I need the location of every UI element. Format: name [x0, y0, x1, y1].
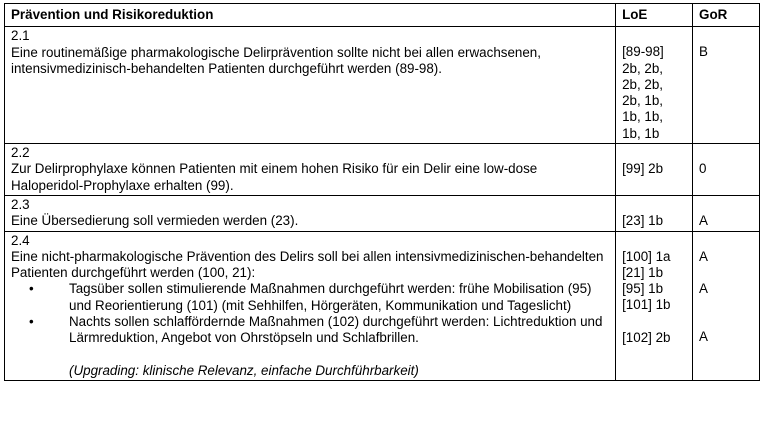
loe-cell — [616, 231, 693, 380]
loe-line: [95] 1b — [622, 281, 664, 297]
header-gor: GoR — [693, 4, 760, 27]
loe-line: [101] 1b — [622, 297, 671, 313]
loe-line: [23] 1b — [622, 212, 664, 228]
recommendation-number: 2.2 — [11, 145, 30, 161]
recommendation-cell — [5, 195, 616, 231]
list-item: • Nachts sollen schlaffördernde Maßnahmen (102) durchgeführt werden: Lichtreduktion und Lärmreduktion, Angebot von Ohrstöpseln und Schlafbrillen. — [29, 314, 603, 346]
loe-line: [99] 2b — [622, 161, 664, 177]
loe-line: 2b, 1b, — [622, 93, 664, 109]
table-row — [5, 144, 760, 196]
recommendation-table — [4, 3, 760, 381]
gor-cell — [693, 195, 760, 231]
gor-value: A — [699, 329, 708, 345]
loe-line: [100] 1a — [622, 248, 671, 264]
gor-value: B — [699, 44, 708, 60]
recommendation-text: Eine Übersedierung soll vermieden werden (23). — [11, 213, 299, 229]
measures-list — [11, 281, 609, 346]
loe-line: 2b, 2b, — [622, 76, 664, 92]
loe-line: [102] 2b — [622, 329, 671, 345]
recommendation-text: Eine nicht-pharmakologische Prävention des Delirs soll bei allen intensivmedizinischen-behandelten Patienten durchgeführt werden (100, 21): — [11, 248, 604, 281]
upgrading-note: (Upgrading: klinische Relevanz, einfache Durchführbarkeit) — [69, 362, 419, 378]
recommendation-cell — [5, 144, 616, 196]
list-item: • Tagsüber sollen stimulierende Maßnahmen durchgeführt werden: frühe Mobilisation (95) und Reorientierung (101) (mit Sehhilfen, Hörgeräten, Kommunikation und Tageslicht) — [29, 281, 592, 313]
loe-line: [21] 1b — [622, 264, 664, 280]
recommendation-cell — [5, 231, 616, 380]
loe-line: [89-98] — [622, 44, 664, 60]
recommendation-cell — [5, 27, 616, 144]
recommendation-text: Zur Delirprophylaxe können Patienten mit einem hohen Risiko für ein Delir eine low-dose Haloperidol-Prophylaxe erhalten (99). — [11, 161, 538, 193]
recommendation-number: 2.1 — [11, 28, 30, 44]
gor-value: A — [699, 280, 708, 296]
loe-line: 1b, 1b, — [622, 109, 664, 125]
gor-cell — [693, 231, 760, 380]
gor-value: 0 — [699, 161, 707, 177]
gor-value: A — [699, 212, 708, 228]
gor-cell — [693, 27, 760, 144]
bullet-icon: • — [29, 314, 34, 330]
loe-cell — [616, 27, 693, 144]
table-row — [5, 195, 760, 231]
table-row — [5, 231, 760, 380]
bullet-icon: • — [29, 281, 34, 297]
loe-line: 2b, 2b, — [622, 60, 664, 76]
table-row — [5, 27, 760, 144]
loe-line: 1b, 1b — [622, 125, 660, 141]
gor-cell — [693, 144, 760, 196]
recommendation-text: Eine routinemäßige pharmakologische Delirprävention sollte nicht bei allen erwachsenen, intensivmedizinisch-behandelten Patienten durchgeführt werden (89-98). — [11, 44, 541, 76]
header-loe: LoE — [616, 4, 693, 27]
recommendation-number: 2.3 — [11, 196, 30, 212]
loe-cell — [616, 195, 693, 231]
table-header-row — [5, 4, 760, 27]
gor-value: A — [699, 248, 708, 264]
header-topic: Prävention und Risikoreduktion — [5, 4, 616, 27]
loe-cell — [616, 144, 693, 196]
recommendation-number: 2.4 — [11, 232, 30, 248]
